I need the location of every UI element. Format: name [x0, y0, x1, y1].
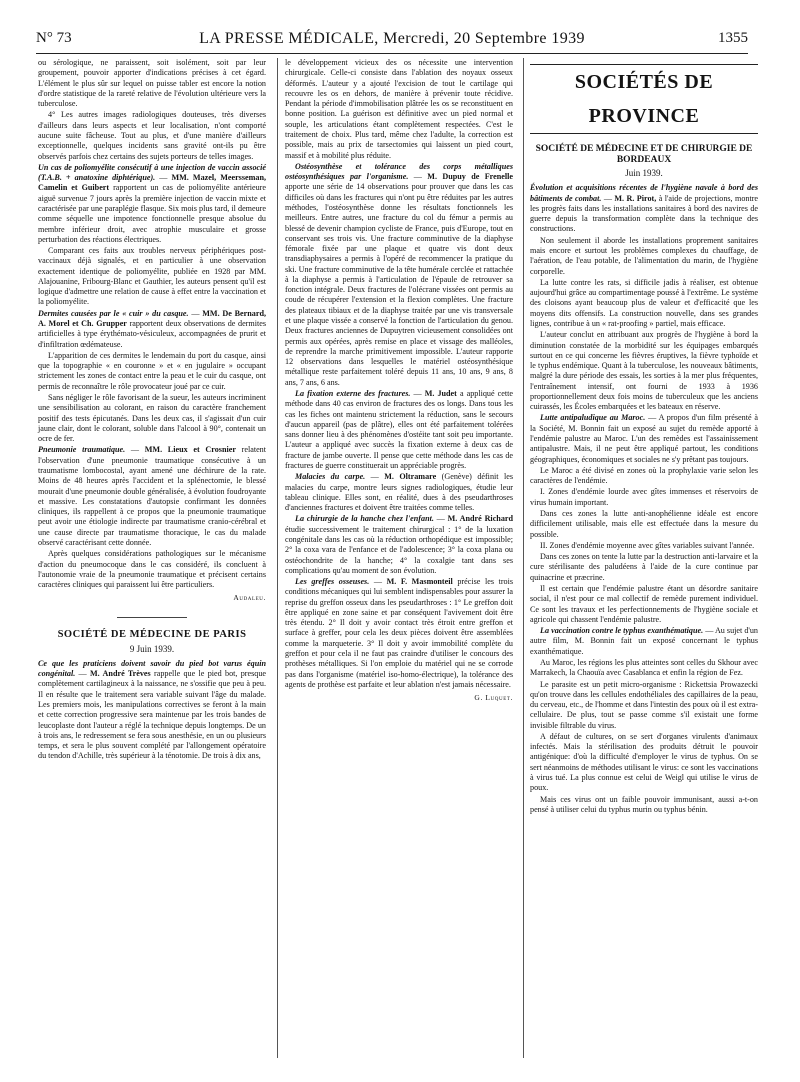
paragraph: Mais ces virus ont un faible pouvoir immunisant, aussi a-t-on pensé à utiliser celui du typhus murin ou typhus bénin.	[530, 794, 758, 814]
running-head	[36, 30, 748, 52]
paragraph: Au Maroc, les régions les plus atteintes sont celles du Skhour avec Marrakech, la Chaouïa avec Casablanca et enfin la région de Fez.	[530, 657, 758, 678]
column-2	[285, 58, 513, 705]
article-authors: M. Dupuy de Frenelle	[427, 172, 513, 182]
article-authors: MM. Mazel, Meersseman, Camelin et Guibert	[38, 173, 266, 193]
article-title: Lutte antipaludique au Maroc.	[540, 413, 646, 423]
section-title: SOCIÉTÉS DE PROVINCE	[574, 71, 714, 127]
article-title: La vaccination contre le typhus exanthématique.	[540, 626, 704, 636]
article-authors: M. Judet	[424, 389, 457, 398]
article-title: Dermites causées par le « cuir » du casque.	[38, 308, 189, 318]
paragraph: L'auteur conclut en attribuant aux progrès de l'hygiène à bord la diminution constatée de la morbidité sur les équipages embarqués surtout en ce qui concerne les fièvres éruptives, la fièvre typhoïde et le typhus endémique. Quant à la tuberculose, les nouveaux bâtiments, malgré la dure période des essais, les sorties à la mer plus fréquentes, l'entraînement intensif, ont fourni de 1933 à 1936 proportionnellement deux fois moins de tuberculeux que les anciens cuirassés, les Écoles embarquées et les bateaux en réserve.	[530, 330, 758, 412]
article-authors: M. Oltramare	[384, 472, 437, 482]
article-text: rapportent un cas de poliomyélite antérieure aiguë survenue 7 jours après la première injection de vaccin mixte et caractérisée par une paraplégie flasque. Six mois plus tard, il demeure comme séquelle une impotence fonctionnelle presque absolue du membre inférieur droit, avec atrophie musculaire et grosse perturbation des réactions électriques.	[38, 183, 266, 244]
article-authors: M. André Richard	[447, 514, 514, 524]
article-text: étudie successivement le traitement chirurgical : 1° de la luxation congénitale dans les cas où la réduction orthopédique est impossible; 2° la coxa vara de l'enfance et de l'adolescence; 3° la coxa plana ou ostéochondrite de la hanche; 4° la coxalgie tant dans ses complications qu'au moment de son évolution.	[285, 524, 513, 575]
page-number: 1355	[718, 30, 748, 46]
article-authors: MM. De Bernard, A. Morel et Ch. Grupper	[38, 308, 267, 329]
article-title: Pneumonie traumatique.	[38, 445, 126, 455]
article-title: La chirurgie de la hanche chez l'enfant.	[295, 514, 434, 524]
paragraph: L'apparition de ces dermites le lendemain du port du casque, ainsi que la topographie « en couronne » et « en jugulaire » occupant strictement les zones de contact entre la peau et le cuir du casque, ont permis de reconnaître le rôle provocateur joué par ce cuir.	[38, 350, 266, 391]
paragraph: Le Maroc a été divisé en zones où la prophylaxie varie selon les caractères de l'endémie.	[530, 465, 758, 486]
article-title: Ce que les praticiens doivent savoir du pied bot varus équin congénital.	[38, 658, 266, 679]
article-text: relatent l'observation d'une pneumonie traumatique consécutive à un traumatisme lombocostal, ayant amené une déchirure de la rate. Moins de 48 heures après l'accident et la splénectomie, le blessé mourait d'une pneumonie double généralisée, à évolution foudroyante et massive. Les constatations d'autopsie confirmant les données cliniques, ils rappellent à ce propos que la pneumonie traumatique peut avoir une étiologie indirecte par traumatisme cranio-cérébral et une cause directe par traumatisme thoracique, le cas du malade observé caractérisant cette donnée.	[38, 445, 266, 547]
author-city: (Genève)	[441, 472, 472, 482]
article-malacies: Malacies du carpe. — M. Oltramare (Genève) définit les malacies du carpe, montre leurs signes radiologiques, étudie leur tableau clinique. Elles sont, en réalité, dues à des pseudarthroses d'anciennes fractures et doivent être traitées comme telles.	[285, 472, 513, 513]
signature: G. Luquet.	[474, 693, 513, 703]
article-text: rappelle que le pied bot, presque complètement cartilagineux à la naissance, ne s'ossifie que peu à peu. Il en résulte que le traitement sera variable suivant l'âge du malade. Les premiers mois, les manipulations correctives se feront à la main et cette correction progressive sera maintenue par les trois bandes de leucoplaste dont l'auteur a réglé la technique depuis longtemps. De un à trois ans, le redressement se fera sous anesthésie, en un ou plusieurs temps, et sera le plus souvent complété par l'allongement opératoire du tendon d'Achille, très supérieur à la ténotomie. De trois à dix ans,	[38, 669, 266, 761]
article-text: rapportent deux observations de dermites artificielles à type érythémato-vésiculeux, accompagnées de prurit et d'infiltration œdémateuse.	[38, 319, 266, 349]
session-date: 9 Juin 1939.	[129, 643, 175, 654]
article-title: Un cas de poliomyélite consécutif à une injection de vaccin associé (T.A.B. + anatoxine diphtérique).	[38, 162, 266, 183]
society-heading: SOCIÉTÉ DE MÉDECINE DE PARIS	[57, 628, 247, 640]
society-heading: SOCIÉTÉ DE MÉDECINE ET DE CHIRURGIE DE BORDEAUX	[535, 144, 753, 165]
article-authors: M. André Trèves	[90, 669, 151, 679]
article-text: a appliqué cette méthode dans 40 cas environ de fractures des os longs. Dans tous les cas les fiches ont maintenu strictement la réduction, sans le secours d'aucun appareil (pas de plâtre), elles ont été parfaitement tolérées sans donner lieu à des phénomènes d'ostéite tant soit peu importante. L'auteur a appliqué avec succès la fixation externe à deux cas de fracture de jambe ouverte. Il pense que cette méthode dans les cas de fractures de guerre constituerait un appréciable progrès.	[285, 389, 514, 470]
article-fixation-externe: La fixation externe des fractures. — M. Judet a appliqué cette méthode dans 40 cas environ de fractures des os longs. Dans tous les cas les fiches ont maintenu strictement la réduction, sans le secours d'aucun appareil (pas de plâtre), elles ont été parfaitement tolérées sans donner lieu à des phénomènes d'ostéite tant soit peu importante. L'auteur a appliqué avec succès la fixation externe à deux cas de fracture de jambe ouverte. Il pense que cette méthode dans les cas de fractures de guerre constituerait un appréciable progrès.	[285, 389, 514, 470]
article-dermites: Dermites causées par le « cuir » du casque. — MM. De Bernard, A. Morel et Ch. Grupper rapportent deux observations de dermites artificielles à type érythémato-vésiculeux, accompagnées de prurit et d'infiltration œdémateuse.	[38, 308, 267, 349]
article-title: Malacies du carpe.	[295, 472, 366, 482]
column-rule-1	[277, 58, 278, 1058]
article-hanche: La chirurgie de la hanche chez l'enfant. — M. André Richard étudie successivement le traitement chirurgical : 1° de la luxation congénitale dans les cas où la réduction orthopédique est impossible; 2° la coxa vara de l'enfance et de l'adolescence; 3° la coxa plana ou ostéochondrite de la hanche; 4° la coxalgie tant dans ses complications qu'au moment de son évolution.	[285, 514, 514, 575]
article-title: Évolution et acquisitions récentes de l'hygiène navale à bord des bâtiments de combat.	[530, 183, 758, 203]
paragraph: Après quelques considérations pathologiques sur le mécanisme d'action du pneumocoque dans le cas considéré, ils concluent à l'autonomie vraie de la pneumonie traumatique et précisent certains caractères cliniques qui paraissent lui être particuliers.	[38, 549, 266, 590]
paragraph: Il est certain que l'endémie palustre étant un désordre sanitaire social, il n'est pour ce mal collectif de remède purement individuel. Ce sont les travaux et les perfectionnements de l'hygiène sociale et agricole qui chassent l'endémie palustre.	[530, 583, 758, 624]
article-text: précise les trois conditions mécaniques qui lui semblent indispensables pour assurer la reprise du greffon osseux dans les pseudarthroses : 1° Le greffon doit être appliqué en zone saine et par conséquent l'avivement doit être très étendu. 2° Il doit y avoir contact très étroit entre greffon et surface à greffer, pour cela les deux pièces doivent être assemblées comme la marqueterie. 3° Il doit y avoir immobilité complète du greffon et pour cela il ne faut pas craindre d'utiliser le concours des prothèses métalliques. Si l'on emploie du matériel qui ne se corrode pas dans l'organisme (matériel iso-homo-électrique), la tolérance des agents de prothèse est parfaite et leur ablation n'est jamais nécessaire.	[285, 577, 514, 689]
paragraph: I. Zones d'endémie lourde avec gîtes immenses et réservoirs de virus humain important.	[530, 487, 758, 507]
paragraph: La lutte contre les rats, si difficile jadis à réaliser, est obtenue aujourd'hui grâce au compartimentage poussé à l'extrême. Le système des cloisons ayant beaucoup plus de valeur et d'efficacité que les moyens dits offensifs. La construction nouvelle, dans ses grandes lignes, contribue à un « rat-proofing » partiel, mais efficace.	[530, 277, 758, 328]
article-antipaludique: Lutte antipaludique au Maroc. — A propos d'un film présenté à la Société, M. Bonnin fait un exposé au sujet du remède apporté à l'endémie palustre au Maroc. L'un des remèdes est l'assainissement antipalustre. Mais, il ne peut être appliqué partout, les conditions géographiques, économiques et sociales ne s'y prêtant pas toujours.	[530, 413, 758, 464]
article-greffes: Les greffes osseuses. — M. F. Masmonteil précise les trois conditions mécaniques qui lui semblent indispensables pour assurer la reprise du greffon osseux dans les pseudarthroses : 1° Le greffon doit être appliqué en zone saine et par conséquent l'avivement doit être très étendu. 2° Il doit y avoir contact très étroit entre greffon et surface à greffer, pour cela les deux pièces doivent être assemblées comme la marqueterie. 3° Il doit y avoir immobilité complète du greffon et pour cela il ne faut pas craindre d'utiliser le concours des prothèses métalliques. Si l'on emploie du matériel qui ne se corrode pas dans l'organisme (matériel iso-homo-électrique), la tolérance des agents de prothèse est parfaite et leur ablation n'est jamais nécessaire.	[285, 577, 514, 689]
article-pneumonie: Pneumonie traumatique. — MM. Lieux et Crosnier relatent l'observation d'une pneumonie traumatique consécutive à un traumatisme lombocostal, ayant amené une déchirure de la rate. Moins de 48 heures après l'accident et la splénectomie, le blessé mourait d'une pneumonie double généralisée, à évolution foudroyante et massive. Les constatations d'autopsie confirmant les données cliniques, ils rappellent à ce propos que la pneumonie traumatique peut avoir une étiologie indirecte par traumatisme cranio-cérébral et une cause directe par traumatisme thoracique, le cas du malade observé caractérisant cette donnée.	[38, 445, 266, 547]
paragraph: Non seulement il aborde les installations proprement sanitaires mais encore et surtout les problèmes complexes du chauffage, de l'aération, de l'eau potable, de l'alimentation du marin, de l'hygiène corporelle.	[530, 235, 758, 276]
paragraph: 4° Les autres images radiologiques douteuses, très diverses d'ailleurs dans leurs aspects et leur localisation, n'ont comporté aucune suite fâcheuse. Tout au plus, et d'une manière d'ailleurs exceptionnelle, quelques incidents sans gravité ont-ils pu être observés parfois chez certains des sujets porteurs de telles images.	[38, 110, 266, 161]
article-title: Les greffes osseuses.	[295, 577, 370, 587]
paragraph: A défaut de cultures, on se sert d'organes virulents d'animaux infectés. Mais la stérilisation des produits détruit le pouvoir antigénique: d'où la difficulté d'employer le virus de typhus. On se sert néanmoins de méthodes utilisant le virus: ce sont les vaccinations à virus tué. La plus connue est celui de Weigl qui utilise le virus de poux.	[530, 731, 758, 793]
paragraph: Dans ces zones la lutte anti-anophélienne idéale est encore difficilement utilisable, mais elle est effectuée dans la mesure du possible.	[530, 509, 758, 539]
section-separator	[117, 617, 187, 618]
article-authors: MM. Lieux et Crosnier	[144, 445, 236, 455]
article-authors: M. R. Pirot,	[614, 193, 657, 203]
article-title: La fixation externe des fractures.	[295, 389, 411, 398]
box-rule-bottom	[530, 133, 758, 134]
paragraph: Sans négliger le rôle favorisant de la sueur, les auteurs incriminent une sensibilisation au colorant, en raison du caractère franchement positif des tests épicutanés. Dans les deux cas, il s'agissait d'un cuir jaune clair, dont le colorant, soluble dans l'alcool à 90°, contenait un ocre de fer.	[38, 393, 266, 444]
column-3	[530, 58, 758, 816]
article-text: définit les malacies du carpe, montre leurs signes radiologiques, étudie leur tableau clinique. Elles sont, en réalité, dues à des pseudarthroses d'anciennes fractures et doivent être traitées comme telles.	[285, 472, 513, 513]
journal-title: LA PRESSE MÉDICALE, Mercredi, 20 Septembre 1939	[199, 30, 585, 47]
article-title: Ostéosynthèse et tolérance des corps métalliques ostéosynthésiques par l'organisme.	[285, 161, 513, 182]
issue-number: N° 73	[36, 30, 72, 46]
column-1	[38, 58, 266, 763]
article-hygiene-navale: Évolution et acquisitions récentes de l'hygiène navale à bord des bâtiments de combat. — M. R. Pirot, à l'aide de projections, montre les progrès faits dans les installations sanitaires à bord des navires de guerre depuis la transformation complète dans la technique des constructions.	[530, 183, 759, 234]
article-osteosynthese: Ostéosynthèse et tolérance des corps métalliques ostéosynthésiques par l'organisme. — M. Dupuy de Frenelle apporte une série de 14 observations pour prouver que dans les cas difficiles où dans les fractures qui n'ont pu être réduites par les autres méthodes, l'ostéosynthèse donne les résultats fonctionnels les meilleurs. Entre autres, une fracture du col du fémur a permis au blessé de devenir champion cycliste de France, puis d'Europe, tout en conservant ses trois vis. Une fracture comminutive de la diaphyse fémorale fixée par une plaque et quatre vis dont deux transdiaphysaires a permis à l'opéré de recommencer la pratique du ski. Une fracture comminutive de la tête humérale cerclée et rattachée à la diaphyse a permis à l'articulation de l'épaule de retrouver sa fonction intégrale. Deux fractures de l'olécrane vissées ont permis au coude de récupérer l'extension et la flexion complètes. Une fracture des plateaux tibiaux et de la diaphyse traitée par une vis transversale et une plaque vissée a conservé la fonction de l'articulation du genou. Deux fractures anciennes de Dupuytren vicieusement consolidées ont permis aux opérées, après remise en place et vissage des malléoles, de reprendre la marche primitivement impossible. L'auteur rapporte 12 observations dans lesquelles le matériel ostéosynthésique métallique reste parfaitement toléré depuis 11 ans, 10 ans, 9 ans, 8 ans, 7 ans, 6 ans.	[285, 161, 513, 387]
paragraph: Le parasite est un petit micro-organisme : Rickettsia Prowazecki qu'on trouve dans les cellules endothéliales des capillaires de la peau, du cerveau, etc., de l'homme et dans l'intestin des poux où il est extra-cellulaire. De plus, tout se passe comme s'il existait une forme invisible filtrable du virus.	[530, 679, 758, 730]
signature: Audaleu.	[233, 593, 266, 603]
article-authors: M. F. Masmonteil	[386, 577, 453, 587]
header-rule	[36, 53, 748, 54]
paragraph: ou sérologique, ne paraissent, soit isolément, soit par leur groupement, pouvoir apporter d'indications précises à cet égard. L'élément le plus sûr sur lequel on puisse tabler est encore la notion d'ordre statistique de la rareté relative de l'évolution ultérieure vers la tuberculose.	[38, 58, 266, 109]
article-text: à l'aide de projections, montre les progrès faits dans les installations sanitaires à bord des navires de guerre depuis la transformation complète dans la technique des constructions.	[530, 193, 759, 234]
article-poliomyelite: Un cas de poliomyélite consécutif à une injection de vaccin associé (T.A.B. + anatoxine diphtérique). — MM. Mazel, Meersseman, Camelin et Guibert rapportent un cas de poliomyélite antérieure aiguë survenue 7 jours après la première injection de vaccin mixte et caractérisée par une paraplégie flasque. Six mois plus tard, il demeure comme séquelle une impotence fonctionnelle presque absolue du membre inférieur droit, avec atrophie musculaire et grosse perturbation des réactions électriques.	[38, 162, 266, 244]
paragraph: Dans ces zones on tente la lutte par la destruction anti-larvaire et la cure stérilisante des paludéens à l'aide de la cure continue par quinacrine et præcrine.	[530, 552, 758, 582]
article-text: apporte une série de 14 observations pour prouver que dans les cas difficiles où dans les fractures qui n'ont pu être réduites par les autres méthodes, l'ostéosynthèse donne les résultats fonctionnels les meilleurs. Entre autres, une fracture du col du fémur a permis au blessé de devenir champion cycliste de France, puis d'Europe, tout en conservant ses trois vis. Une fracture comminutive de la diaphyse fémorale fixée par une plaque et quatre vis dont deux transdiaphysaires a permis à l'opéré de recommencer la pratique du ski. Une fracture comminutive de la tête humérale cerclée et rattachée à la diaphyse a permis à l'articulation de l'épaule de retrouver sa fonction intégrale. Deux fractures de l'olécrane vissées ont permis au coude de récupérer l'extension et la flexion complètes. Une fracture des plateaux tibiaux et de la diaphyse traitée par une vis transversale et une plaque vissée a conservé la fonction de l'articulation du genou. Deux fractures anciennes de Dupuytren vicieusement consolidées ont permis aux opérées, après remise en place et vissage des malléoles, de reprendre la marche primitivement impossible. L'auteur rapporte 12 observations dans lesquelles le matériel ostéosynthésique métallique reste parfaitement toléré depuis 11 ans, 10 ans, 9 ans, 8 ans, 7 ans, 6 ans.	[285, 182, 513, 387]
article-text: Au sujet d'un autre film, M. Bonnin fait un exposé concernant le typhus exanthématique.	[530, 626, 758, 656]
paragraph: II. Zones d'endémie moyenne avec gîtes variables suivant l'année.	[540, 540, 755, 550]
article-typhus: La vaccination contre le typhus exanthématique. — Au sujet d'un autre film, M. Bonnin fait un exposé concernant le typhus exanthématique.	[530, 626, 758, 656]
article-text: A propos d'un film présenté à la Société, M. Bonnin fait un exposé au sujet du remède apporté à l'endémie palustre au Maroc. L'un des remèdes est l'assainissement antipalustre. Mais, il ne peut être appliqué partout, les conditions géographiques, économiques et sociales ne s'y prêtant pas toujours.	[530, 413, 758, 464]
paragraph: le développement vicieux des os nécessite une intervention chirurgicale. Celle-ci consiste dans l'ablation des noyaux osseux déformés. L'auteur y a ajouté l'excision de tout le cartilage qui recouvre les os en dehors, de manière à prévenir toute récidive. Pendant la période d'immobilisation plâtrée les os se reconstituent en bonne position. La guérison est définitive avec un pied normal et souple, les articulations étant complètement respectées. C'est le traitement de choix. Plus tard, même chez l'adulte, la correction est possible, mais au prix de tarsectomies qui laissent un pied court, massif et à mobilité plus réduite.	[285, 58, 513, 160]
paragraph: Comparant ces faits aux troubles nerveux périphériques post-vaccinaux déjà signalés, et en particulier à une observation exactement identique de poliomyélite, publiée en 1928 par MM. Alajouanine, Fribourg-Blanc et Gauthier, les auteurs pensent qu'il est logique d'admettre une relation de cause à effet entre la vaccination et la poliomyélite.	[38, 246, 266, 307]
column-rule-2	[523, 58, 524, 1058]
article-pied-bot: Ce que les praticiens doivent savoir du pied bot varus équin congénital. — M. André Trèves rappelle que le pied bot, presque complètement cartilagineux à la naissance, ne s'ossifie que peu à peu. Il en résulte que le traitement sera variable suivant l'âge du malade. Les premiers mois, les manipulations correctives se feront à la main et cette correction progressive sera maintenue par les trois bandes de leucoplaste dont l'auteur a réglé la technique depuis longtemps. De un à trois ans, le redressement se fera sous anesthésie, en un ou plusieurs temps, et sera le plus souvent complété par l'allongement opératoire du tendon d'Achille, très supérieur à la ténotomie. De trois à dix ans,	[38, 658, 266, 761]
session-date: Juin 1939.	[625, 168, 663, 178]
